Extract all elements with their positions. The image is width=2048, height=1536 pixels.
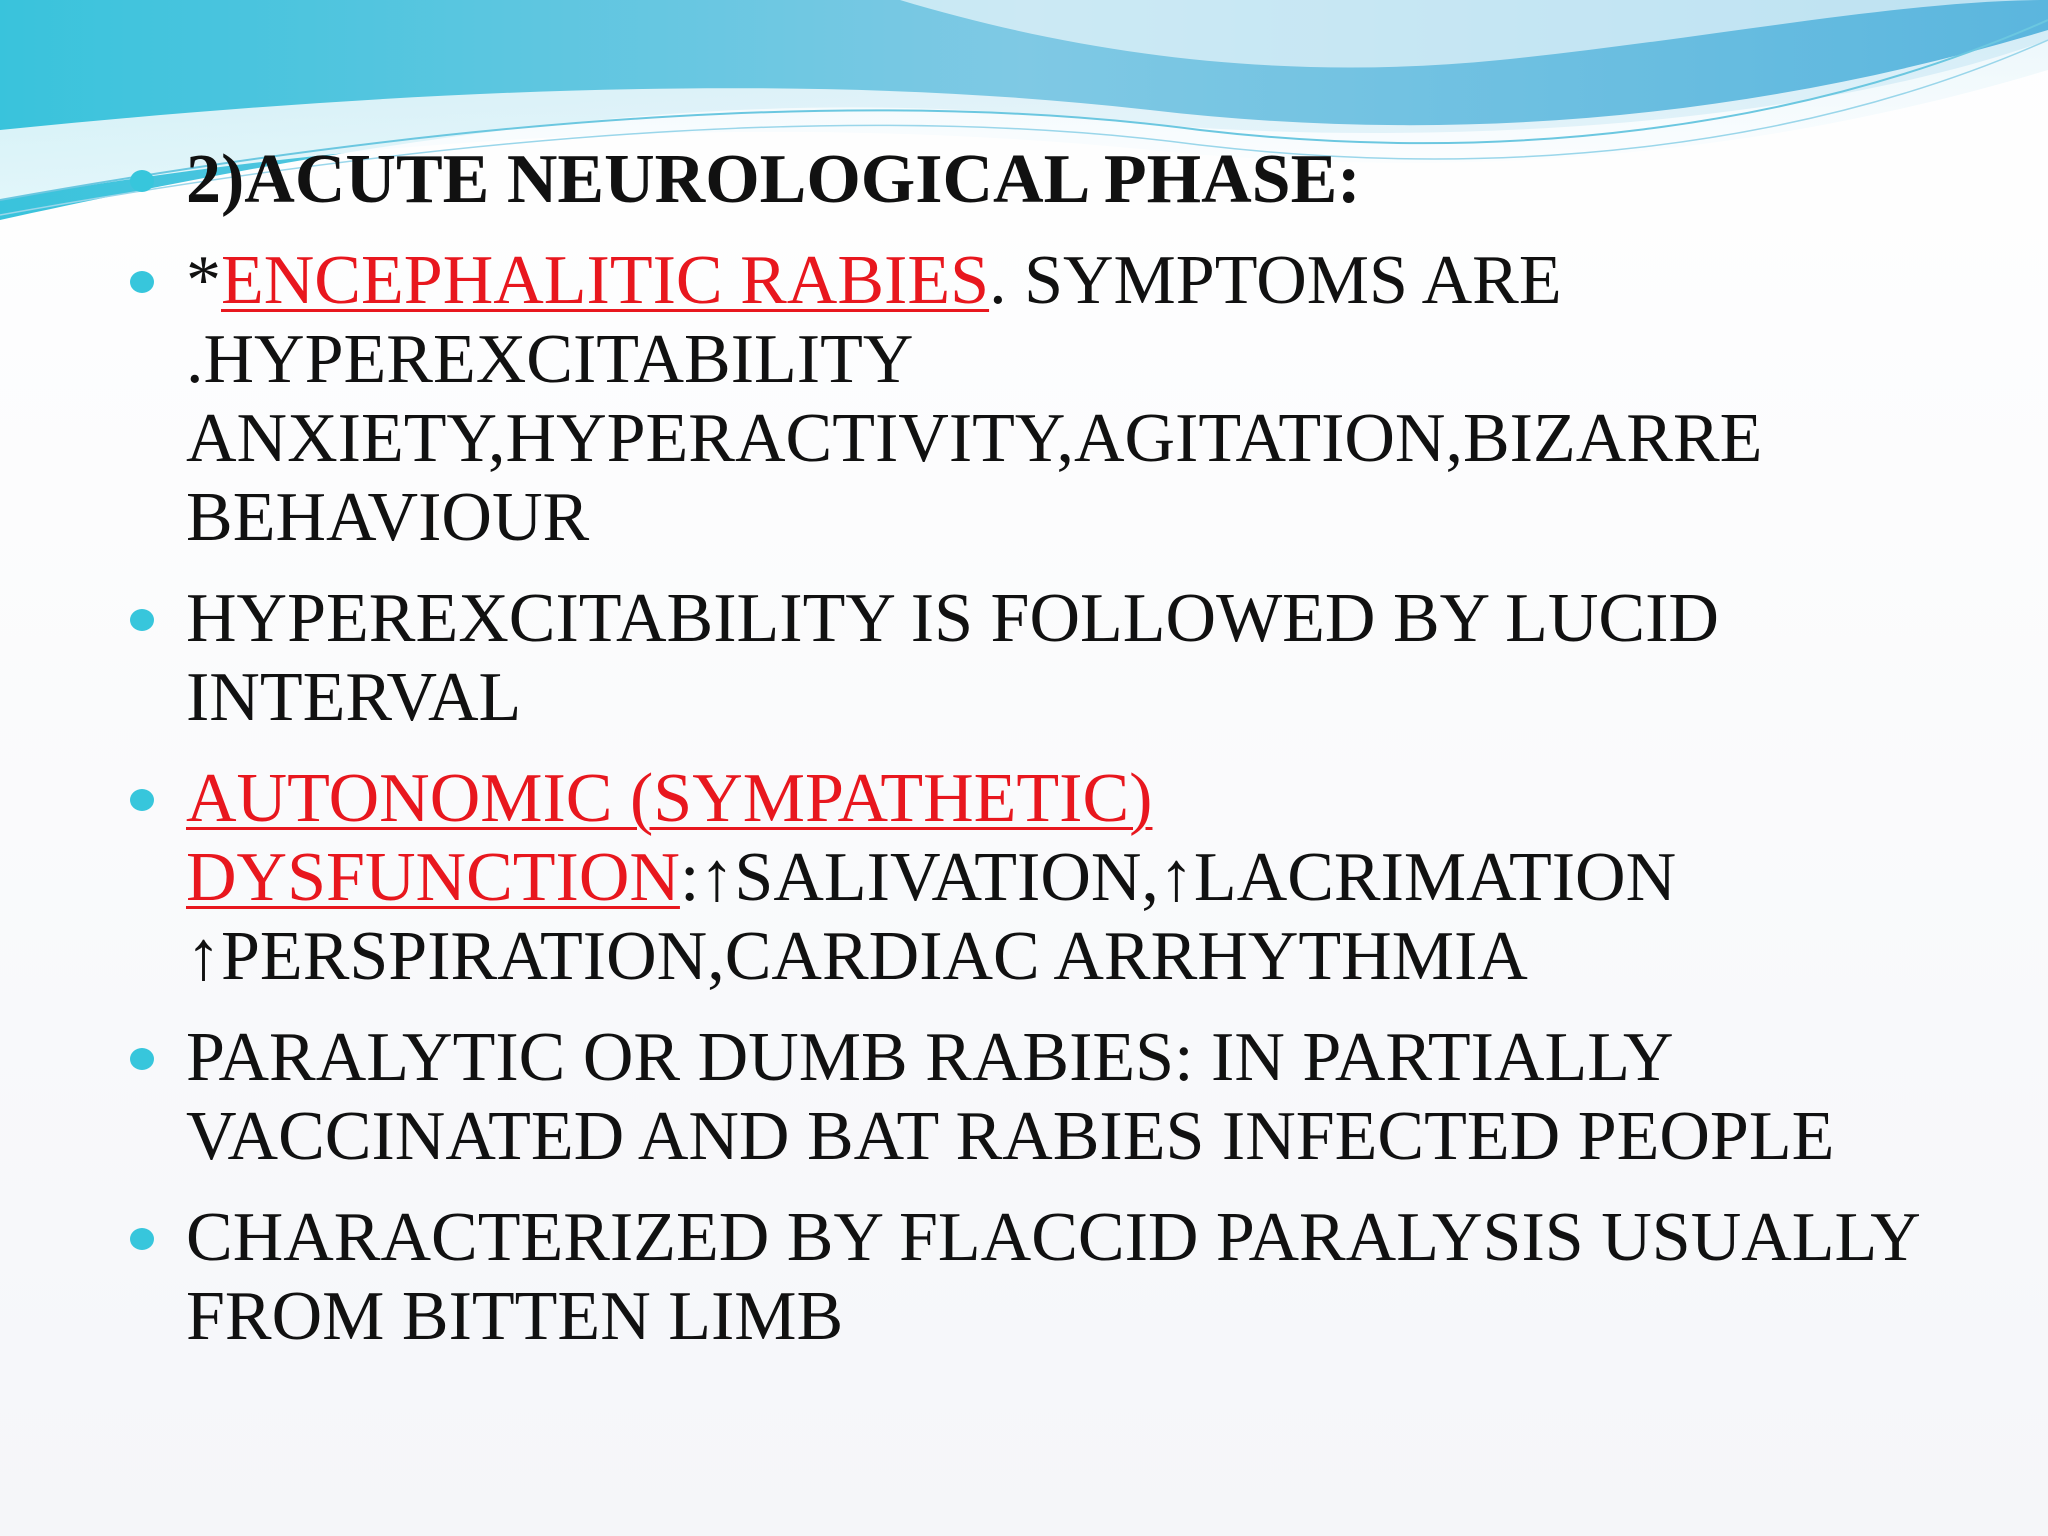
bullet-autonomic [130,759,2010,996]
heading-text: 2)ACUTE NEUROLOGICAL PHASE: [186,141,1361,218]
bullet-list [130,140,2010,1356]
bullet-line: BEHAVIOUR [186,479,590,556]
bullet-dot-icon [130,1228,154,1250]
bullet-line [186,759,2010,838]
bullet-dot-icon [130,1048,154,1070]
bullet-flaccid [130,1198,2010,1356]
autonomic-link-part2[interactable]: DYSFUNCTION [186,839,680,916]
encephalitic-rabies-link[interactable]: ENCEPHALITIC RABIES [221,242,990,319]
bullet-dot-icon [130,609,154,631]
autonomic-link-part1[interactable]: AUTONOMIC (SYMPATHETIC) [186,760,1153,837]
symptoms-text: . SYMPTOMS ARE [989,242,1562,319]
bullet-paralytic [130,1018,2010,1176]
bullet-line: INTERVAL [186,659,522,736]
bullet-line: CHARACTERIZED BY FLACCID PARALYSIS USUALLY [186,1199,1921,1276]
asterisk: * [186,242,221,319]
bullet-line: .HYPEREXCITABILITY [186,321,914,398]
bullet-lucid-interval [130,579,2010,737]
bullet-encephalitic [130,241,2010,557]
bullet-line: FROM BITTEN LIMB [186,1278,844,1355]
bullet-line: ↑PERSPIRATION,CARDIAC ARRHYTHMIA [186,918,1528,995]
bullet-line [186,838,2010,917]
bullet-dot-icon [130,271,154,293]
bullet-line: ANXIETY,HYPERACTIVITY,AGITATION,BIZARRE [186,400,1763,477]
bullet-line: PARALYTIC OR DUMB RABIES: IN PARTIALLY [186,1019,1674,1096]
bullet-line: VACCINATED AND BAT RABIES INFECTED PEOPLE [186,1098,1835,1175]
bullet-line: HYPEREXCITABILITY IS FOLLOWED BY LUCID [186,580,1719,657]
autonomic-effects-text: :↑SALIVATION,↑LACRIMATION [679,839,1677,916]
bullet-line [186,241,2010,320]
bullet-dot-icon [130,789,154,811]
slide-content [130,140,2010,1378]
bullet-heading [130,140,2010,219]
bullet-dot-icon [130,170,154,192]
